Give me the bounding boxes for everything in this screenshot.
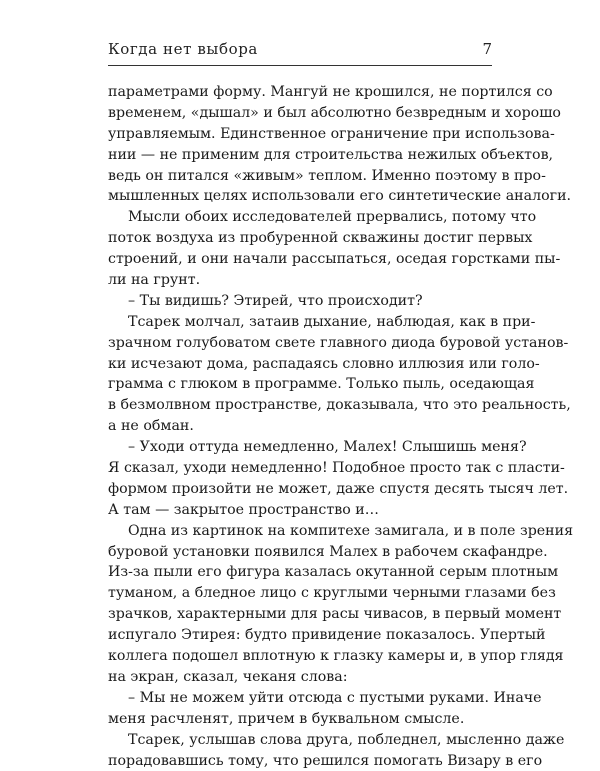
- text-line: поток воздуха из пробуренной скважины достиг первых: [108, 228, 492, 249]
- text-line: в безмолвном пространстве, доказывала, что это реальность,: [108, 395, 492, 416]
- text-line: Мысли обоих исследователей прервались, потому что: [108, 207, 492, 228]
- running-title: Когда нет выбора: [108, 40, 258, 58]
- text-line: нии — не применим для строительства нежилых объектов,: [108, 145, 492, 166]
- text-line: грамма с глюком в программе. Только пыль, оседающая: [108, 374, 492, 395]
- text-line: временем, «дышал» и был абсолютно безвредным и хорошо: [108, 103, 492, 124]
- text-line: коллега подошел вплотную к глазку камеры и, в упор глядя: [108, 646, 492, 667]
- text-line: – Уходи оттуда немедленно, Малех! Слышишь меня?: [108, 437, 492, 458]
- text-line: ведь он питался «живым» теплом. Именно поэтому в про-: [108, 166, 492, 187]
- text-line: управляемым. Единственное ограничение при использова-: [108, 124, 492, 145]
- text-line: ли на грунт.: [108, 270, 492, 291]
- text-line: Тсарек, услышав слова друга, побледнел, мысленно даже: [108, 730, 492, 751]
- text-line: – Мы не можем уйти отсюда с пустыми руками. Иначе: [108, 688, 492, 709]
- text-line: строений, и они начали рассыпаться, оседая горстками пы-: [108, 249, 492, 270]
- text-line: Тсарек молчал, затаив дыхание, наблюдая, как в при-: [108, 312, 492, 333]
- text-line: на экран, сказал, чеканя слова:: [108, 667, 492, 688]
- text-line: буровой установки появился Малех в рабочем скафандре.: [108, 542, 492, 563]
- page-number: 7: [482, 40, 492, 58]
- text-line: А там — закрытое пространство и…: [108, 500, 492, 521]
- text-line: Из-за пыли его фигура казалась окутанной серым плотным: [108, 562, 492, 583]
- text-line: Одна из картинок на компитехе замигала, и в поле зрения: [108, 521, 492, 542]
- text-line: ки исчезают дома, распадаясь словно иллюзия или голо-: [108, 354, 492, 375]
- text-line: параметрами форму. Мангуй не крошился, не портился со: [108, 82, 492, 103]
- text-line: зрачном голубоватом свете главного диода буровой установ-: [108, 333, 492, 354]
- text-line: порадовавшись тому, что решился помогать Визару в его: [108, 751, 492, 771]
- text-line: формом произойти не может, даже спустя десять тысяч лет.: [108, 479, 492, 500]
- header-rule: [108, 65, 492, 66]
- text-line: а не обман.: [108, 416, 492, 437]
- text-line: меня расчленят, причем в буквальном смысле.: [108, 709, 492, 730]
- body-text: [108, 82, 492, 771]
- text-line: зрачков, характерными для расы чивасов, в первый момент: [108, 604, 492, 625]
- text-line: испугало Этирея: будто привидение показалось. Упертый: [108, 625, 492, 646]
- text-line: мышленных целях использовали его синтетические аналоги.: [108, 186, 492, 207]
- text-line: туманом, а бледное лицо с круглыми черными глазами без: [108, 583, 492, 604]
- text-line: – Ты видишь? Этирей, что происходит?: [108, 291, 492, 312]
- text-line: Я сказал, уходи немедленно! Подобное просто так с пласти-: [108, 458, 492, 479]
